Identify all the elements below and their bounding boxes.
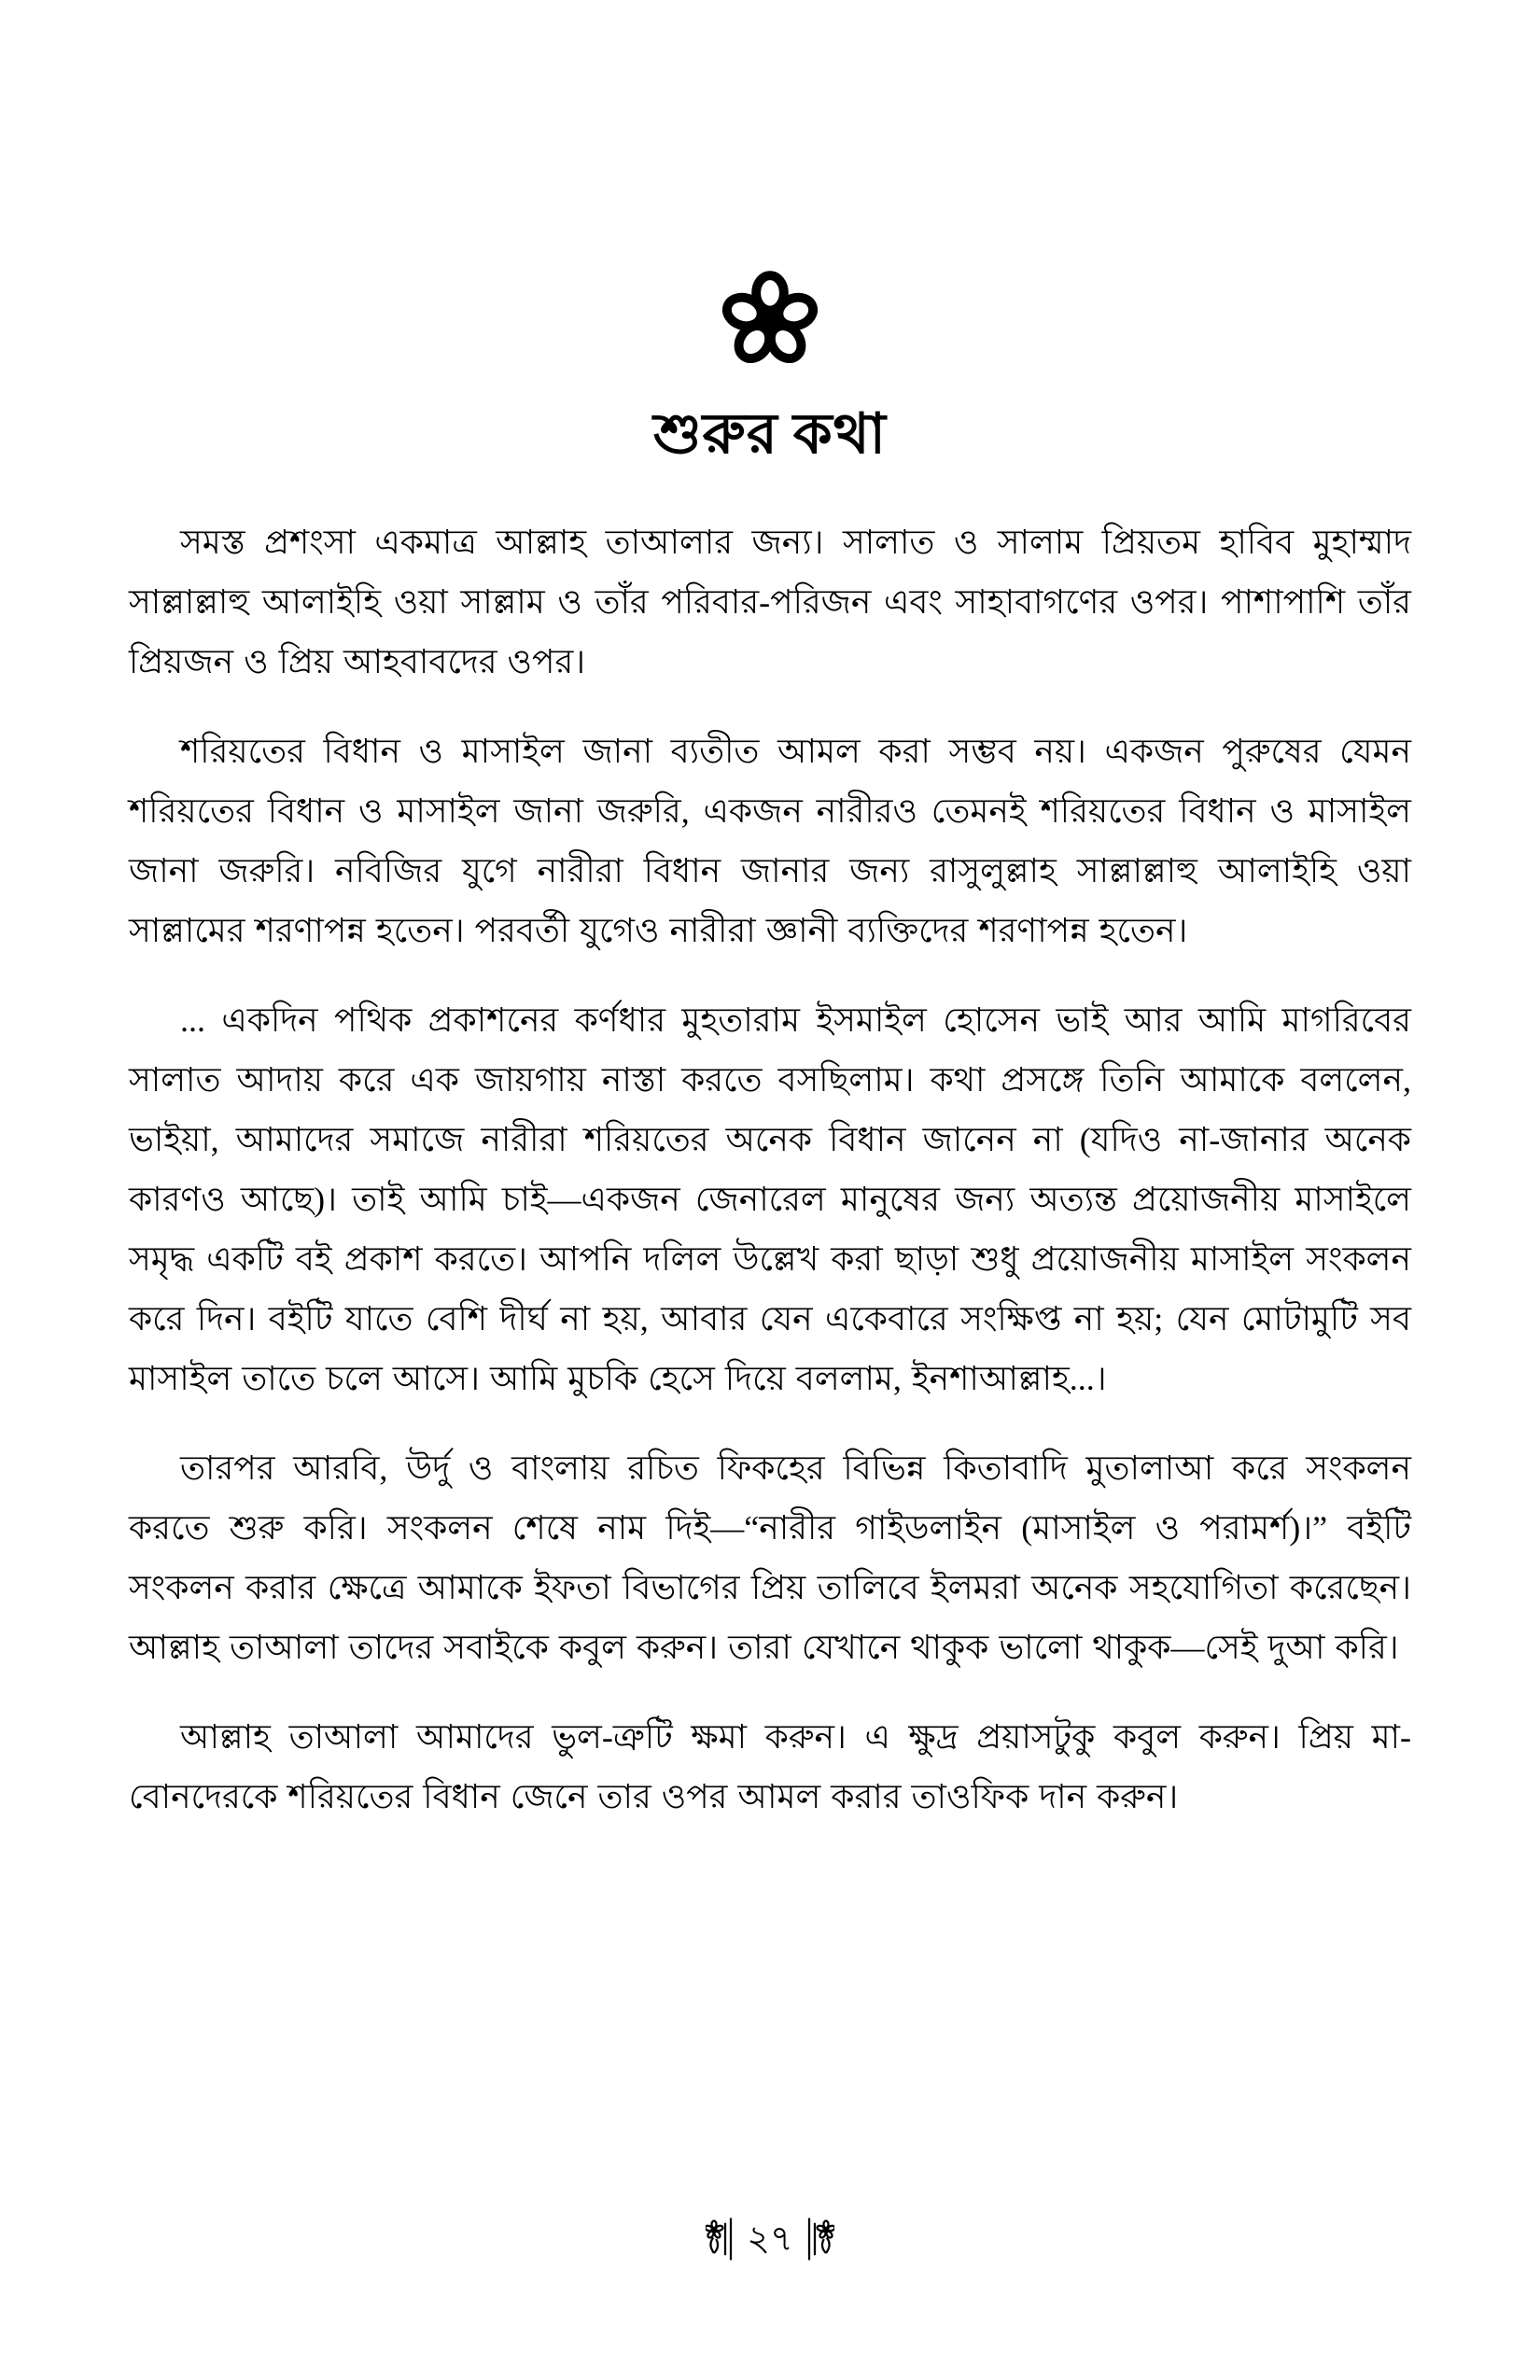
page-footer — [0, 2214, 1540, 2264]
footer-ornament-left-icon — [706, 2214, 734, 2264]
header-ornament-row — [129, 269, 1411, 371]
body-paragraph: ... একদিন পথিক প্রকাশনের কর্ণধার মুহতারাম ইসমাইল হোসেন ভাই আর আমি মাগরিবের সালাত আদায় করে এক জায়গায় নাস্তা করতে বসছিলাম। কথা প্রসঙ্গে তিনি আমাকে বললেন, ভাইয়া, আমাদের সমাজে নারীরা শরিয়তের অনেক বিধান জানেন না (যদিও না-জানার অনেক কারণও আছে)। তাই আমি চাই—একজন জেনারেল মানুষের জন্য অত্যন্ত প্রয়োজনীয় মাসাইলে সমৃদ্ধ একটি বই প্রকাশ করতে। আপনি দলিল উল্লেখ করা ছাড়া শুধু প্রয়োজনীয় মাসাইল সংকলন করে দিন। বইটি যাতে বেশি দীর্ঘ না হয়, আবার যেন একেবারে সংক্ষিপ্ত না হয়; যেন মোটামুটি সব মাসাইল তাতে চলে আসে। আমি মুচকি হেসে দিয়ে বললাম, ইনশাআল্লাহ...। — [129, 1001, 1411, 1397]
page-number: ২৭ — [747, 2219, 793, 2259]
body-text — [129, 512, 1411, 1827]
flower-ornament-icon — [719, 269, 821, 371]
body-paragraph: আল্লাহ তাআলা আমাদের ভুল-ত্রুটি ক্ষমা করুন। এ ক্ষুদ্র প্রয়াসটুকু কবুল করুন। প্রিয় মা-বোনদেরকে শরিয়তের বিধান জেনে তার ওপর আমল করার তাওফিক দান করুন। — [129, 1718, 1411, 1815]
body-paragraph: শরিয়তের বিধান ও মাসাইল জানা ব্যতীত আমল করা সম্ভব নয়। একজন পুরুষের যেমন শরিয়তের বিধান ও মাসাইল জানা জরুরি, একজন নারীরও তেমনই শরিয়তের বিধান ও মাসাইল জানা জরুরি। নবিজির যুগে নারীরা বিধান জানার জন্য রাসুলুল্লাহ সাল্লাল্লাহু আলাইহি ওয়া সাল্লামের শরণাপন্ন হতেন। পরবর্তী যুগেও নারীরা জ্ঞানী ব্যক্তিদের শরণাপন্ন হতেন। — [129, 733, 1411, 949]
body-paragraph: সমস্ত প্রশংসা একমাত্র আল্লাহ তাআলার জন্য। সালাত ও সালাম প্রিয়তম হাবিব মুহাম্মাদ সাল্লাল্লাহু আলাইহি ওয়া সাল্লাম ও তাঁর পরিবার-পরিজন এবং সাহাবাগণের ওপর। পাশাপাশি তাঁর প্রিয়জন ও প্রিয় আহবাবদের ওপর। — [129, 524, 1411, 680]
body-paragraph: তারপর আরবি, উর্দু ও বাংলায় রচিত ফিকহের বিভিন্ন কিতাবাদি মুতালাআ করে সংকলন করতে শুরু করি। সংকলন শেষে নাম দিই—“নারীর গাইডলাইন (মাসাইল ও পরামর্শ)।” বইটি সংকলন করার ক্ষেত্রে আমাকে ইফতা বিভাগের প্রিয় তালিবে ইলমরা অনেক সহযোগিতা করেছেন। আল্লাহ তাআলা তাদের সবাইকে কবুল করুন। তারা যেখানে থাকুক ভালো থাকুক—সেই দুআ করি। — [129, 1449, 1411, 1666]
footer-ornament-right-icon — [806, 2214, 834, 2264]
chapter-title: শুরুর কথা — [653, 403, 887, 465]
